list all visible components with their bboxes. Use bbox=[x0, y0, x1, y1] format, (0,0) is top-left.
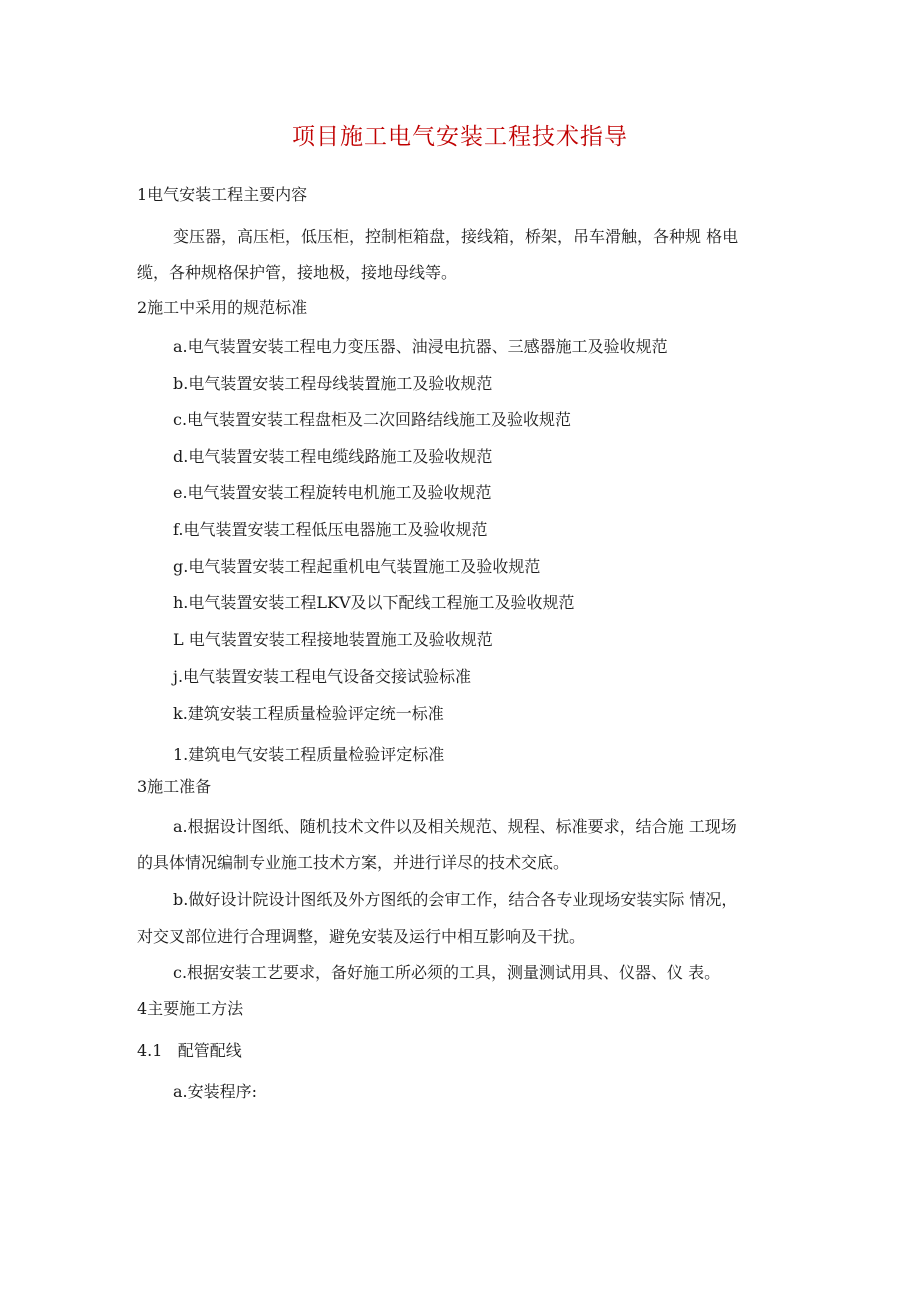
paragraph-line: b.做好设计院设计图纸及外方图纸的会审工作，结合各专业现场安装实际 情况， bbox=[173, 890, 738, 909]
list-item: k.建筑安装工程质量检验评定统一标准 bbox=[173, 704, 444, 723]
section-heading: 2施工中采用的规范标准 bbox=[137, 298, 308, 317]
list-item: b.电气装置安装工程母线装置施工及验收规范 bbox=[173, 374, 493, 393]
list-item: j.电气装置安装工程电气设备交接试验标准 bbox=[173, 667, 472, 686]
paragraph-line: 缆，各种规格保护管，接地极，接地母线等。 bbox=[137, 263, 458, 282]
paragraph-line: 变压器，高压柜，低压柜，控制柜箱盘，接线箱，桥架，吊车滑触，各种规 格电 bbox=[173, 227, 739, 246]
list-item: g.电气装置安装工程起重机电气装置施工及验收规范 bbox=[173, 557, 541, 576]
list-item: 1.建筑电气安装工程质量检验评定标准 bbox=[173, 745, 445, 764]
paragraph-line: a.安装程序: bbox=[173, 1082, 258, 1101]
list-item: h.电气装置安装工程LKV及以下配线工程施工及验收规范 bbox=[173, 593, 575, 612]
paragraph-line: 的具体情况编制专业施工技术方案，并进行详尽的技术交底。 bbox=[137, 853, 570, 872]
subsection-heading: 4.1 配管配线 bbox=[137, 1041, 242, 1060]
paragraph-line: 对交叉部位进行合理调整，避免安装及运行中相互影响及干扰。 bbox=[137, 927, 586, 946]
list-item: a.电气装置安装工程电力变压器、油浸电抗器、三感器施工及验收规范 bbox=[173, 337, 668, 356]
paragraph-line: c.根据安装工艺要求，备好施工所必须的工具，测量测试用具、仪器、仪 表。 bbox=[173, 963, 721, 982]
section-heading: 3施工准备 bbox=[137, 777, 212, 796]
section-heading: 1电气安装工程主要内容 bbox=[137, 185, 308, 204]
list-item: c.电气装置安装工程盘柜及二次回路结线施工及验收规范 bbox=[173, 410, 572, 429]
list-item: L 电气装置安装工程接地装置施工及验收规范 bbox=[173, 630, 493, 649]
section-heading: 4主要施工方法 bbox=[137, 999, 244, 1018]
paragraph-line: a.根据设计图纸、随机技术文件以及相关规范、规程、标准要求，结合施 工现场 bbox=[173, 817, 737, 836]
list-item: f.电气装置安装工程低压电器施工及验收规范 bbox=[173, 520, 488, 539]
list-item: d.电气装置安装工程电缆线路施工及验收规范 bbox=[173, 447, 493, 466]
document-title: 项目施工电气安装工程技术指导 bbox=[292, 124, 628, 150]
list-item: e.电气装置安装工程旋转电机施工及验收规范 bbox=[173, 483, 492, 502]
